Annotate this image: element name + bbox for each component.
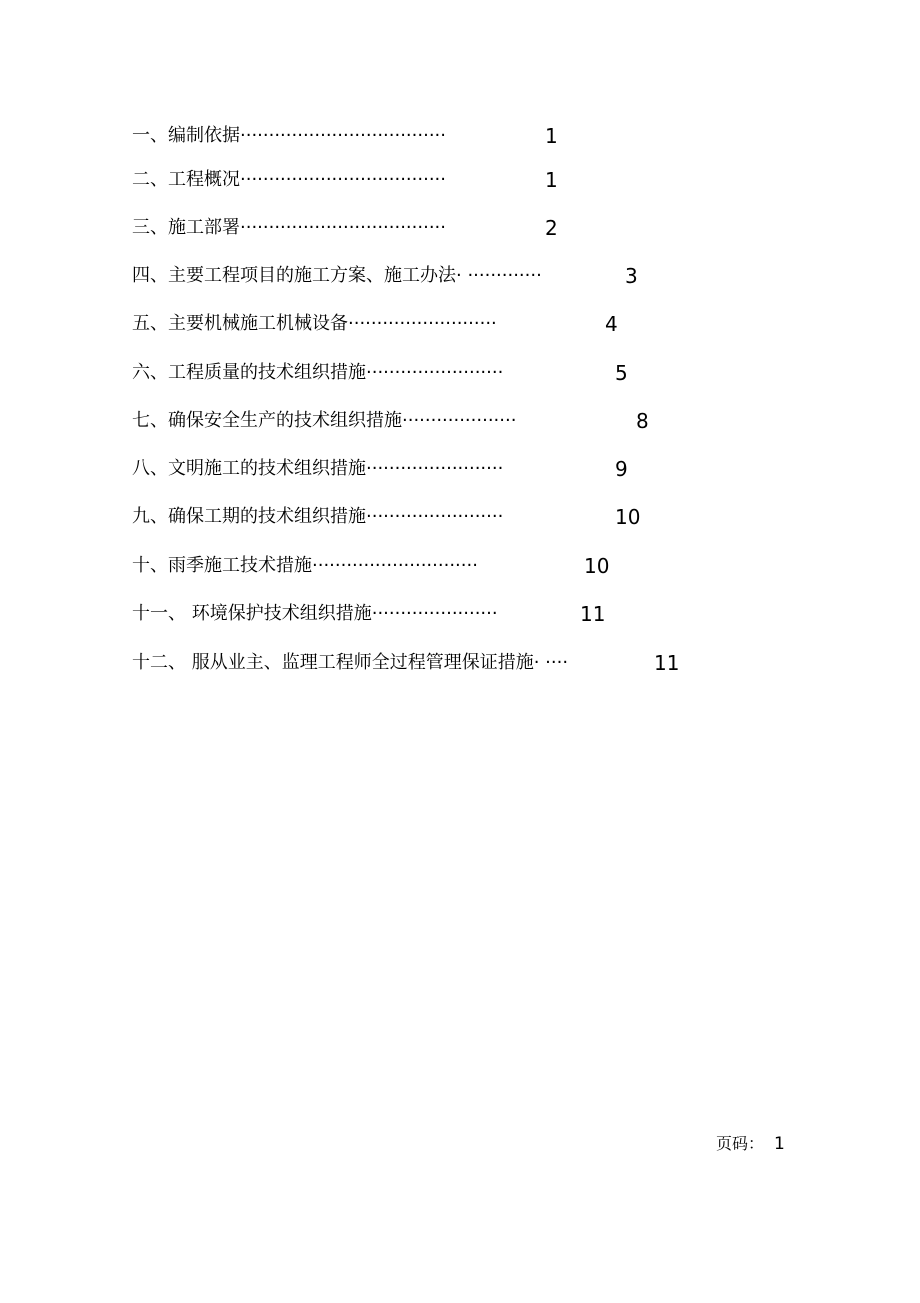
toc-entry bbox=[132, 309, 772, 339]
toc-entry-label: 十二、 服从业主、监理工程师全过程管理保证措施· ···· bbox=[132, 652, 569, 673]
toc-entry bbox=[132, 648, 772, 678]
toc-entry-page-number: 10 bbox=[615, 505, 641, 529]
toc-entry bbox=[132, 165, 772, 195]
toc-entry bbox=[132, 261, 772, 291]
toc-entry-label: 三、施工部署···································· bbox=[132, 217, 446, 238]
toc-entry bbox=[132, 213, 772, 243]
page-number-label: 页码： bbox=[716, 1134, 765, 1153]
page-footer bbox=[716, 1130, 816, 1158]
toc-entry-page-number: 2 bbox=[545, 216, 558, 240]
toc-entry-page-number: 1 bbox=[545, 124, 558, 148]
toc-entry-label: 四、主要工程项目的施工方案、施工办法· ············· bbox=[132, 265, 542, 286]
toc-entry-label: 一、编制依据···································· bbox=[132, 125, 446, 146]
toc-entry bbox=[132, 121, 772, 151]
toc-entry-label: 十、雨季施工技术措施····························· bbox=[132, 555, 478, 576]
toc-entry bbox=[132, 599, 772, 629]
toc-entry-label: 九、确保工期的技术组织措施························ bbox=[132, 506, 504, 527]
toc-entry-page-number: 5 bbox=[615, 361, 628, 385]
page-number: 1 bbox=[774, 1134, 785, 1154]
toc-entry-label: 十一、 环境保护技术组织措施······················ bbox=[132, 603, 498, 624]
toc-entry-page-number: 1 bbox=[545, 168, 558, 192]
toc-entry-page-number: 11 bbox=[580, 602, 606, 626]
toc-entry-label: 五、主要机械施工机械设备·························· bbox=[132, 313, 497, 334]
toc-entry bbox=[132, 358, 772, 388]
toc-entry bbox=[132, 406, 772, 436]
toc-entry bbox=[132, 454, 772, 484]
toc-entry-page-number: 8 bbox=[636, 409, 649, 433]
toc-entry-label: 八、文明施工的技术组织措施························ bbox=[132, 458, 504, 479]
toc-entry-page-number: 11 bbox=[654, 651, 680, 675]
toc-entry-page-number: 4 bbox=[605, 312, 618, 336]
toc-entry-page-number: 10 bbox=[584, 554, 610, 578]
toc-entry-page-number: 9 bbox=[615, 457, 628, 481]
toc-entry-label: 二、工程概况···································· bbox=[132, 169, 446, 190]
toc-entry bbox=[132, 502, 772, 532]
toc-entry-label: 七、确保安全生产的技术组织措施···················· bbox=[132, 410, 517, 431]
toc-entry bbox=[132, 551, 772, 581]
toc-entry-page-number: 3 bbox=[625, 264, 638, 288]
toc-entry-label: 六、工程质量的技术组织措施························ bbox=[132, 362, 504, 383]
